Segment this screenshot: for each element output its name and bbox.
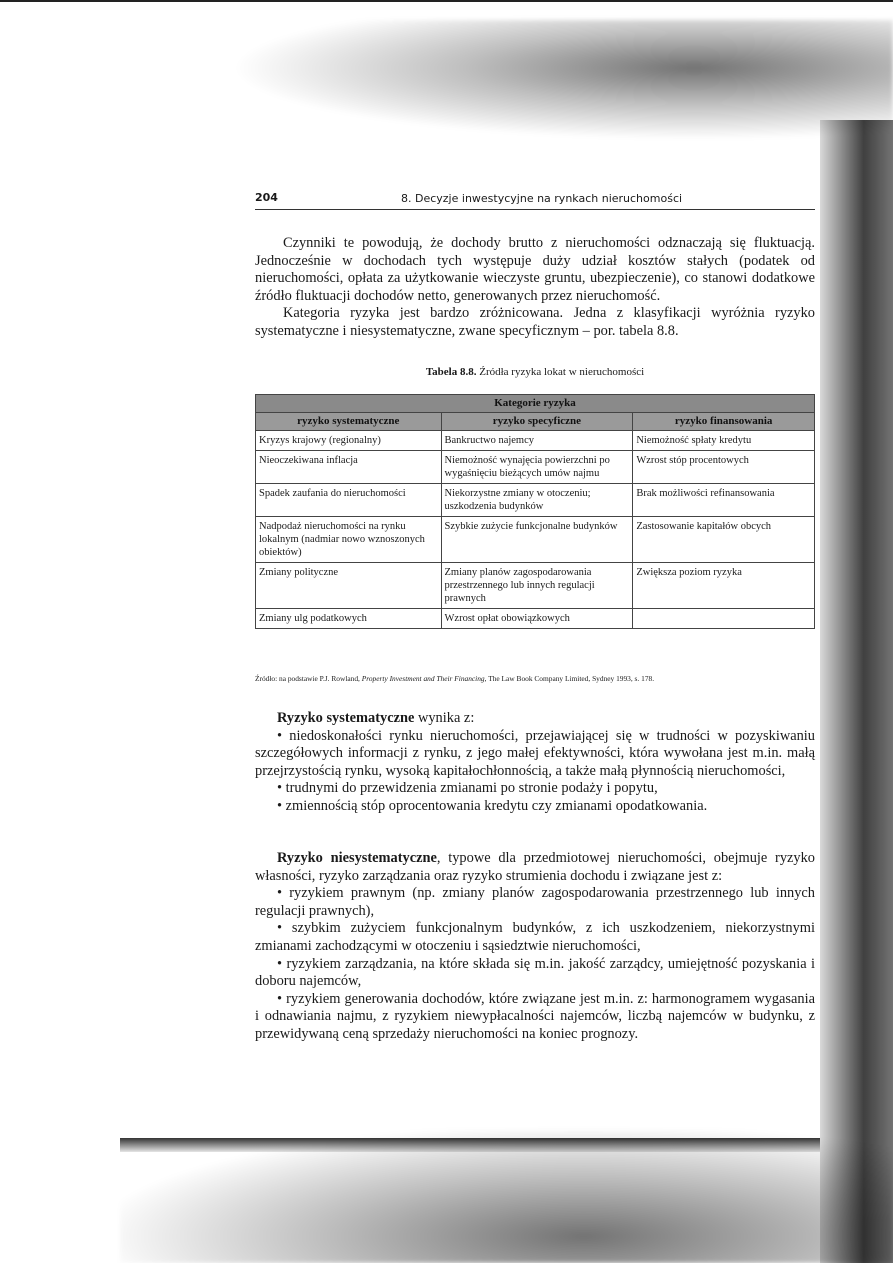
table-cell: Zmiany planów zagospodarowania przestrzennego lub innych regulacji prawnych (441, 563, 633, 609)
table-cell: Brak możliwości refinansowania (633, 484, 815, 517)
table-header-systematic: ryzyko systematyczne (256, 413, 442, 431)
table-row (256, 563, 815, 609)
table-header-specific: ryzyko specyficzne (441, 413, 633, 431)
table-cell: Zmiany polityczne (256, 563, 442, 609)
list-item: • ryzykiem prawnym (np. zmiany planów zagospodarowania przestrzennego lub innych regulacji prawnych), (255, 885, 815, 919)
nonsystematic-risk-heading-rest: , typowe dla przedmiotowej nieruchomości, obejmuje ryzyko własności, ryzyko zarządzania oraz ryzyko strumienia dochodu i związane jest z: (255, 850, 815, 884)
table-cell: Nieoczekiwana inflacja (256, 451, 442, 484)
table-cell: Zwiększa poziom ryzyka (633, 563, 815, 609)
source-prefix: Źródło: na podstawie P.J. Rowland, (255, 674, 362, 683)
table-cell: Zastosowanie kapitałów obcych (633, 517, 815, 563)
table-row (256, 609, 815, 629)
list-item: • zmiennością stóp oprocentowania kredytu czy zmianami opodatkowania. (277, 797, 708, 814)
table-cell (633, 609, 815, 629)
table-caption (255, 366, 815, 378)
nonsystematic-risk-heading: Ryzyko niesystematyczne (277, 850, 437, 866)
source-suffix: , The Law Book Company Limited, Sydney 1993, s. 178. (484, 674, 655, 683)
intro-paragraph-1: Czynniki te powodują, że dochody brutto z nieruchomości odznaczają się fluktuacją. Jednocześnie w dochodach tych występuje duży udział kosztów stałych (podatek od nieruchomości, opłata za użytkowanie wieczyste gruntu, ubezpieczenie), co stanowi dodatkowe źródło fluktuacji dochodów netto, generowanych przez nieruchomość. (255, 235, 815, 304)
systematic-risk-lead (255, 710, 815, 728)
risk-sources-table (255, 394, 815, 629)
list-item: • szybkim zużyciem funkcjonalnym budynków, z ich uszkodzeniem, niekorzystnymi zmianami zachodzącymi w otoczeniu i sąsiedztwie nieruchomości, (255, 920, 815, 954)
page-number: 204 (255, 191, 278, 204)
table-cell: Zmiany ulg podatkowych (256, 609, 442, 629)
running-head (255, 189, 815, 210)
scan-edge-top (0, 0, 893, 2)
table-cell: Kryzys krajowy (regionalny) (256, 431, 442, 451)
table-cell: Niemożność wynajęcia powierzchni po wygaśnięciu bieżących umów najmu (441, 451, 633, 484)
table-group-header: Kategorie ryzyka (256, 395, 815, 413)
systematic-risk-heading: Ryzyko systematyczne (277, 710, 415, 726)
table-caption-label: Tabela 8.8. (425, 366, 477, 378)
table-row (256, 451, 815, 484)
list-item: • niedoskonałości rynku nieruchomości, przejawiającej się w trudności w pozyskiwaniu szczegółowych informacji z rynku, z jego małej efektywności, która wywołana jest m.in. małą przejrzystością rynku, wysoką kapitałochłonnością, a także małą płynnością nieruchomości, (255, 727, 815, 779)
table-row (256, 431, 815, 451)
systematic-risk-heading-rest: wynika z: (414, 710, 475, 726)
table-cell: Bankructwo najemcy (441, 431, 633, 451)
chapter-title: 8. Decyzje inwestycyjne na rynkach nieruchomości (401, 192, 683, 205)
list-item: • ryzykiem zarządzania, na które składa się m.in. jakość zarządcy, umiejętność pozyskania i doboru najemców, (255, 955, 815, 990)
table-cell: Niemożność spłaty kredytu (633, 431, 815, 451)
list-item: • trudnymi do przewidzenia zmianami po stronie podaży i popytu, (277, 780, 658, 797)
table-cell: Wzrost stóp procentowych (633, 451, 815, 484)
table-row (256, 484, 815, 517)
scan-shadow-right (820, 120, 893, 1263)
table-row (256, 517, 815, 563)
nonsystematic-risk-lead (255, 850, 815, 885)
nonsystematic-risk-section (255, 850, 815, 1044)
table-cell: Wzrost opłat obowiązkowych (441, 609, 633, 629)
source-title: Property Investment and Their Financing (361, 674, 485, 683)
table-cell: Spadek zaufania do nieruchomości (256, 484, 442, 517)
intro-paragraph-2: Kategoria ryzyka jest bardzo zróżnicowana. Jedna z klasyfikacji wyróżnia ryzyko systematyczne i niesystematyczne, zwane specyficznym – por. tabela 8.8. (255, 305, 815, 339)
systematic-risk-section (255, 710, 815, 816)
table-cell: Niekorzystne zmiany w otoczeniu; uszkodzenia budynków (441, 484, 633, 517)
table-cell: Nadpodaż nieruchomości na rynku lokalnym (nadmiar nowo wznoszonych obiektów) (256, 517, 442, 563)
table-header-financing: ryzyko finansowania (633, 413, 815, 431)
scan-shadow-top (230, 20, 893, 140)
intro-paragraphs (255, 235, 815, 341)
table-cell: Szybkie zużycie funkcjonalne budynków (441, 517, 633, 563)
table-source-note (255, 674, 815, 683)
list-item: • ryzykiem generowania dochodów, które związane jest m.in. z: harmonogramem wygasania i odnawiania najmu, z ryzykiem niewypłacalności najemców, liczbą najemców w budynku, z przewidywaną ceną sprzedaży nieruchomości na koniec prognozy. (255, 990, 815, 1042)
scan-edge-bottom (120, 1138, 820, 1152)
table-caption-text: Źródła ryzyka lokat w nieruchomości (479, 366, 645, 378)
